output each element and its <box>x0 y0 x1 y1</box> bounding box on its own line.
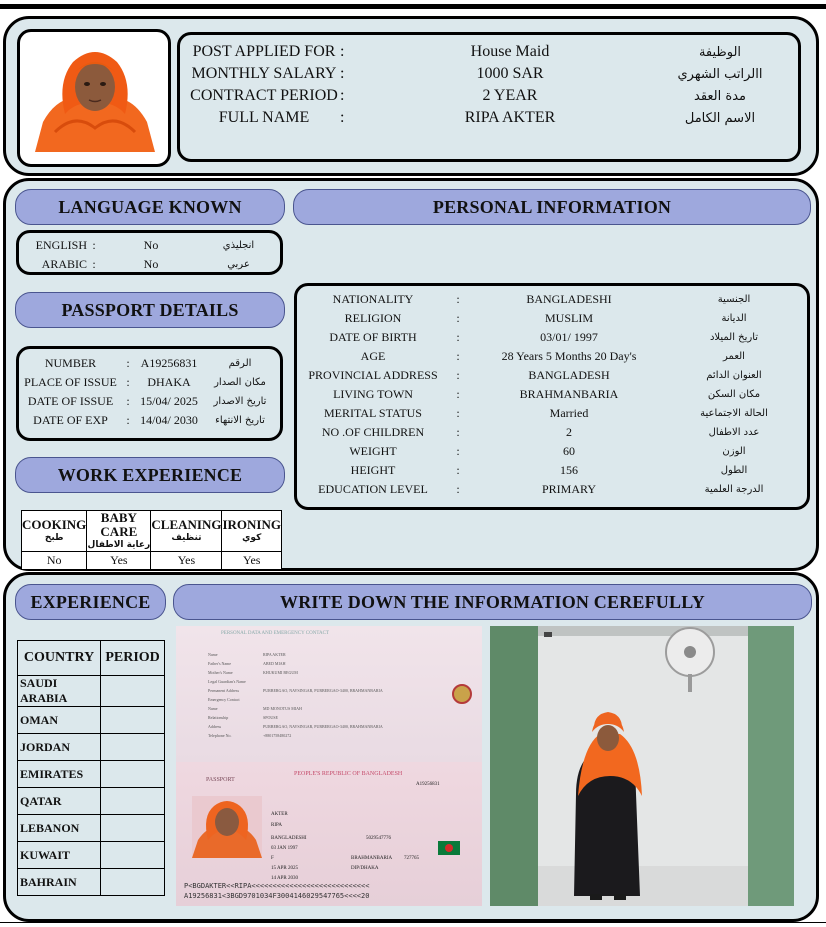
language-label: ENGLISH <box>35 238 87 252</box>
country-cell: KUWAIT <box>18 842 101 869</box>
personal-label: PROVINCIAL ADDRESS <box>308 368 438 382</box>
personal-value: MUSLIM <box>544 311 593 325</box>
work-col-header: CLEANING تنظيف <box>151 511 222 552</box>
separator: : <box>92 257 96 271</box>
scan-field-value: PURBERGAO, NAVSINGAR, PURBERGAO-3400, BRAHMANBARIA <box>263 724 383 729</box>
personal-value: PRIMARY <box>541 482 597 496</box>
scan-field-label: Legal Guardian's Name <box>208 679 246 684</box>
separator: : <box>340 43 345 60</box>
separator: : <box>456 349 460 363</box>
language-arabic: انجليذي <box>222 240 255 251</box>
work-col-header: IRONING كوي <box>222 511 282 552</box>
passport-label: DATE OF EXP <box>33 413 108 427</box>
personal-row <box>299 349 807 364</box>
personal-label: NATIONALITY <box>332 292 414 306</box>
personal-value: 03/01/ 1997 <box>540 330 598 344</box>
personal-label: EDUCATION LEVEL <box>318 482 428 496</box>
personal-row <box>299 444 807 459</box>
separator: : <box>456 368 460 382</box>
separator: : <box>456 330 460 344</box>
passport-arabic: الرقم <box>228 358 252 369</box>
scan-field-value: RIPA AKTER <box>263 652 286 657</box>
experience-table <box>17 640 165 896</box>
field-label: MONTHLY SALARY <box>191 65 337 82</box>
language-heading: LANGUAGE KNOWN <box>15 189 285 225</box>
scan-field-label: Permanent Address <box>208 688 239 693</box>
field-label: FULL NAME <box>218 109 310 126</box>
personal-arabic: العنوان الدائم <box>706 370 762 381</box>
scan-field-value: MD MONOTUS MIAH <box>263 706 302 711</box>
personal-value: BANGLADESH <box>528 368 610 382</box>
personal-label: HEIGHT <box>350 463 396 477</box>
period-cell <box>101 676 165 707</box>
language-panel <box>16 230 283 275</box>
scan-field-label: Relationship <box>208 715 229 720</box>
personal-value: 28 Years 5 Months 20 Day's <box>501 349 637 363</box>
passport-row <box>19 413 281 428</box>
scan-field-row <box>208 670 298 675</box>
country-cell: EMIRATES <box>18 761 101 788</box>
period-header: PERIOD <box>101 641 165 676</box>
personal-value: BANGLADESHI <box>526 292 612 306</box>
personal-label: LIVING TOWN <box>333 387 413 401</box>
passport-scan-image <box>176 626 482 906</box>
scan-field-value: +8801758480272 <box>263 733 292 738</box>
job-row <box>188 65 788 83</box>
period-cell <box>101 869 165 896</box>
language-value: No <box>143 238 159 252</box>
scan-nationality: BANGLADESHI <box>271 836 307 841</box>
experience-section <box>3 572 819 922</box>
separator: : <box>456 444 460 458</box>
scan-passport-number: A19256831 <box>416 782 440 787</box>
language-label: ARABIC <box>41 257 87 271</box>
separator: : <box>126 375 130 389</box>
separator: : <box>456 387 460 401</box>
scan-expiry: 14 APR 2030 <box>271 876 298 881</box>
personal-row <box>299 368 807 383</box>
scan-field-row <box>208 733 291 738</box>
scan-seal-icon <box>452 684 472 704</box>
scan-field-row <box>208 697 263 702</box>
separator: : <box>126 394 130 408</box>
personal-label: AGE <box>360 349 386 363</box>
field-label-arabic: الوظيفة <box>698 44 742 60</box>
scan-field-row <box>208 679 263 684</box>
work-value: Yes <box>87 552 151 570</box>
personal-arabic: الديانة <box>721 313 747 324</box>
scan-given-name: RIPA <box>271 823 282 828</box>
period-cell <box>101 815 165 842</box>
separator: : <box>456 292 460 306</box>
period-cell <box>101 761 165 788</box>
separator: : <box>126 413 130 427</box>
personal-row <box>299 482 807 497</box>
separator: : <box>92 238 96 252</box>
scan-mrz-line-2: A19256831<3BGD9701034F3004146029547765<<<<20 <box>184 892 370 900</box>
personal-info-panel <box>294 283 810 510</box>
write-down-heading: WRITE DOWN THE INFORMATION CEREFULLY <box>173 584 812 620</box>
passport-value: A19256831 <box>140 356 198 370</box>
scan-code: 727765 <box>404 856 419 861</box>
passport-row <box>19 394 281 409</box>
country-header: COUNTRY <box>18 641 101 676</box>
scan-birthplace: BRAHMANBARIA <box>351 856 393 861</box>
scan-field-label: Mother's Name <box>208 670 233 675</box>
separator: : <box>340 109 345 126</box>
personal-label: WEIGHT <box>349 444 397 458</box>
language-row <box>19 238 281 253</box>
scan-passport-label: PASSPORT <box>206 777 235 783</box>
country-cell: BAHRAIN <box>18 869 101 896</box>
field-label: CONTRACT PERIOD <box>190 87 338 104</box>
scan-field-row <box>208 688 383 693</box>
personal-value: 2 <box>566 425 572 439</box>
job-row <box>188 43 788 61</box>
work-value: Yes <box>151 552 222 570</box>
work-heading: WORK EXPERIENCE <box>15 457 285 493</box>
personal-label: DATE OF BIRTH <box>329 330 417 344</box>
personal-heading: PERSONAL INFORMATION <box>293 189 811 225</box>
scan-authority: DIP/DHAKA <box>351 866 379 871</box>
scan-field-label: Emergency Contact <box>208 697 240 702</box>
language-arabic: عربي <box>227 259 250 270</box>
personal-arabic: الدرجة العلمية <box>704 484 764 495</box>
passport-arabic: مكان الصدار <box>214 377 266 388</box>
passport-row <box>19 375 281 390</box>
country-cell: QATAR <box>18 788 101 815</box>
scan-field-row <box>208 706 302 711</box>
personal-value: 60 <box>563 444 575 458</box>
work-col-header: BABY CARE رعاية الاطفال <box>87 510 151 550</box>
top-rule <box>0 4 826 9</box>
scan-surname: AKTER <box>271 812 288 817</box>
country-cell: LEBANON <box>18 815 101 842</box>
scan-mrz-line-1: P<BGDAKTER<<RIPA<<<<<<<<<<<<<<<<<<<<<<<<<<<< <box>184 882 370 890</box>
field-label-arabic: مدة العقد <box>694 88 746 104</box>
personal-arabic: تاريخ الميلاد <box>709 332 759 343</box>
scan-sex: F <box>271 856 274 861</box>
personal-row <box>299 311 807 326</box>
field-label: POST APPLIED FOR <box>192 43 336 60</box>
scan-field-row <box>208 724 383 729</box>
country-cell: JORDAN <box>18 734 101 761</box>
personal-row <box>299 406 807 421</box>
full-body-photo <box>490 626 794 906</box>
period-cell <box>101 788 165 815</box>
photo-frame <box>17 29 171 167</box>
experience-heading: EXPERIENCE <box>15 584 166 620</box>
scan-field-value: ABED MIAH <box>263 661 286 666</box>
personal-arabic: مكان السكن <box>707 389 761 400</box>
header-section <box>3 16 819 176</box>
field-value: 1000 SAR <box>476 65 544 82</box>
passport-value: 14/04/ 2030 <box>140 413 198 427</box>
personal-row <box>299 292 807 307</box>
personal-row <box>299 387 807 402</box>
work-value: No <box>22 552 87 570</box>
field-value: 2 YEAR <box>482 87 538 104</box>
separator: : <box>456 425 460 439</box>
scan-field-label: Name <box>208 652 218 657</box>
language-value: No <box>143 257 159 271</box>
personal-label: NO .OF CHILDREN <box>321 425 425 439</box>
personal-value: Married <box>549 406 589 420</box>
job-summary-panel <box>177 32 801 162</box>
separator: : <box>340 65 345 82</box>
separator: : <box>340 87 345 104</box>
job-row <box>188 87 788 105</box>
personal-arabic: عدد الاطفال <box>708 427 760 438</box>
separator: : <box>456 406 460 420</box>
work-value: Yes <box>222 552 282 570</box>
language-row <box>19 257 281 272</box>
passport-label: DATE OF ISSUE <box>27 394 114 408</box>
job-row <box>188 109 788 127</box>
field-label-arabic: االراتب الشهري <box>677 66 763 82</box>
applicant-photo <box>35 42 155 152</box>
personal-arabic: الحالة الاجتماعية <box>700 408 768 419</box>
country-cell: OMAN <box>18 707 101 734</box>
personal-value: 156 <box>560 463 578 477</box>
scan-photo <box>192 796 262 858</box>
passport-row <box>19 356 281 371</box>
separator: : <box>456 482 460 496</box>
details-section <box>3 178 819 571</box>
scan-field-row <box>208 652 286 657</box>
scan-field-value: PURBERGAO, NAVSINGAR, PURBERGAO-3400, BRAHMANBARIA <box>263 688 383 693</box>
passport-arabic: تاريخ الانتهاء <box>215 415 265 426</box>
separator: : <box>456 463 460 477</box>
period-cell <box>101 842 165 869</box>
period-cell <box>101 734 165 761</box>
scan-personal-no: 5029547776 <box>366 836 391 841</box>
scan-country-line: PEOPLE'S REPUBLIC OF BANGLADESH <box>294 771 403 777</box>
field-value: House Maid <box>470 43 550 60</box>
scan-dob: 03 JAN 1997 <box>271 846 298 851</box>
scan-field-value: KHUKUMI BEGUM <box>263 670 298 675</box>
personal-value: BRAHMANBARIA <box>519 387 619 401</box>
passport-panel <box>16 346 283 441</box>
personal-arabic: الجنسية <box>717 294 751 305</box>
passport-value: 15/04/ 2025 <box>140 394 198 408</box>
scan-field-label: Name <box>208 706 218 711</box>
separator: : <box>456 311 460 325</box>
personal-arabic: الوزن <box>722 446 746 457</box>
personal-row <box>299 425 807 440</box>
personal-label: RELIGION <box>344 311 402 325</box>
personal-arabic: الطول <box>720 465 748 476</box>
country-cell: SAUDI ARABIA <box>18 676 101 707</box>
separator: : <box>126 356 130 370</box>
personal-arabic: العمر <box>723 351 745 362</box>
scan-top-header: PERSONAL DATA AND EMERGENCY CONTACT <box>221 631 330 636</box>
field-value: RIPA AKTER <box>464 109 556 126</box>
scan-field-label: Father's Name <box>208 661 232 666</box>
passport-label: PLACE OF ISSUE <box>24 375 117 389</box>
scan-field-row <box>208 715 278 720</box>
work-col-header: COOKING طبخ <box>22 511 87 552</box>
personal-row <box>299 463 807 478</box>
field-label-arabic: الاسم الكامل <box>684 110 756 126</box>
scan-field-row <box>208 661 286 666</box>
scan-issue: 15 APR 2025 <box>271 866 298 871</box>
passport-arabic: تاريخ الاصدار <box>213 396 267 407</box>
work-experience-table <box>21 510 282 570</box>
passport-label: NUMBER <box>44 356 97 370</box>
bottom-rule <box>0 922 826 927</box>
passport-value: DHAKA <box>147 375 191 389</box>
scan-field-label: Address <box>208 724 222 729</box>
period-cell <box>101 707 165 734</box>
personal-row <box>299 330 807 345</box>
personal-label: MERITAL STATUS <box>324 406 422 420</box>
scan-field-value: SPOUSE <box>263 715 278 720</box>
scan-field-label: Telephone No. <box>208 733 232 738</box>
passport-heading: PASSPORT DETAILS <box>15 292 285 328</box>
scan-flag-icon <box>438 841 460 855</box>
